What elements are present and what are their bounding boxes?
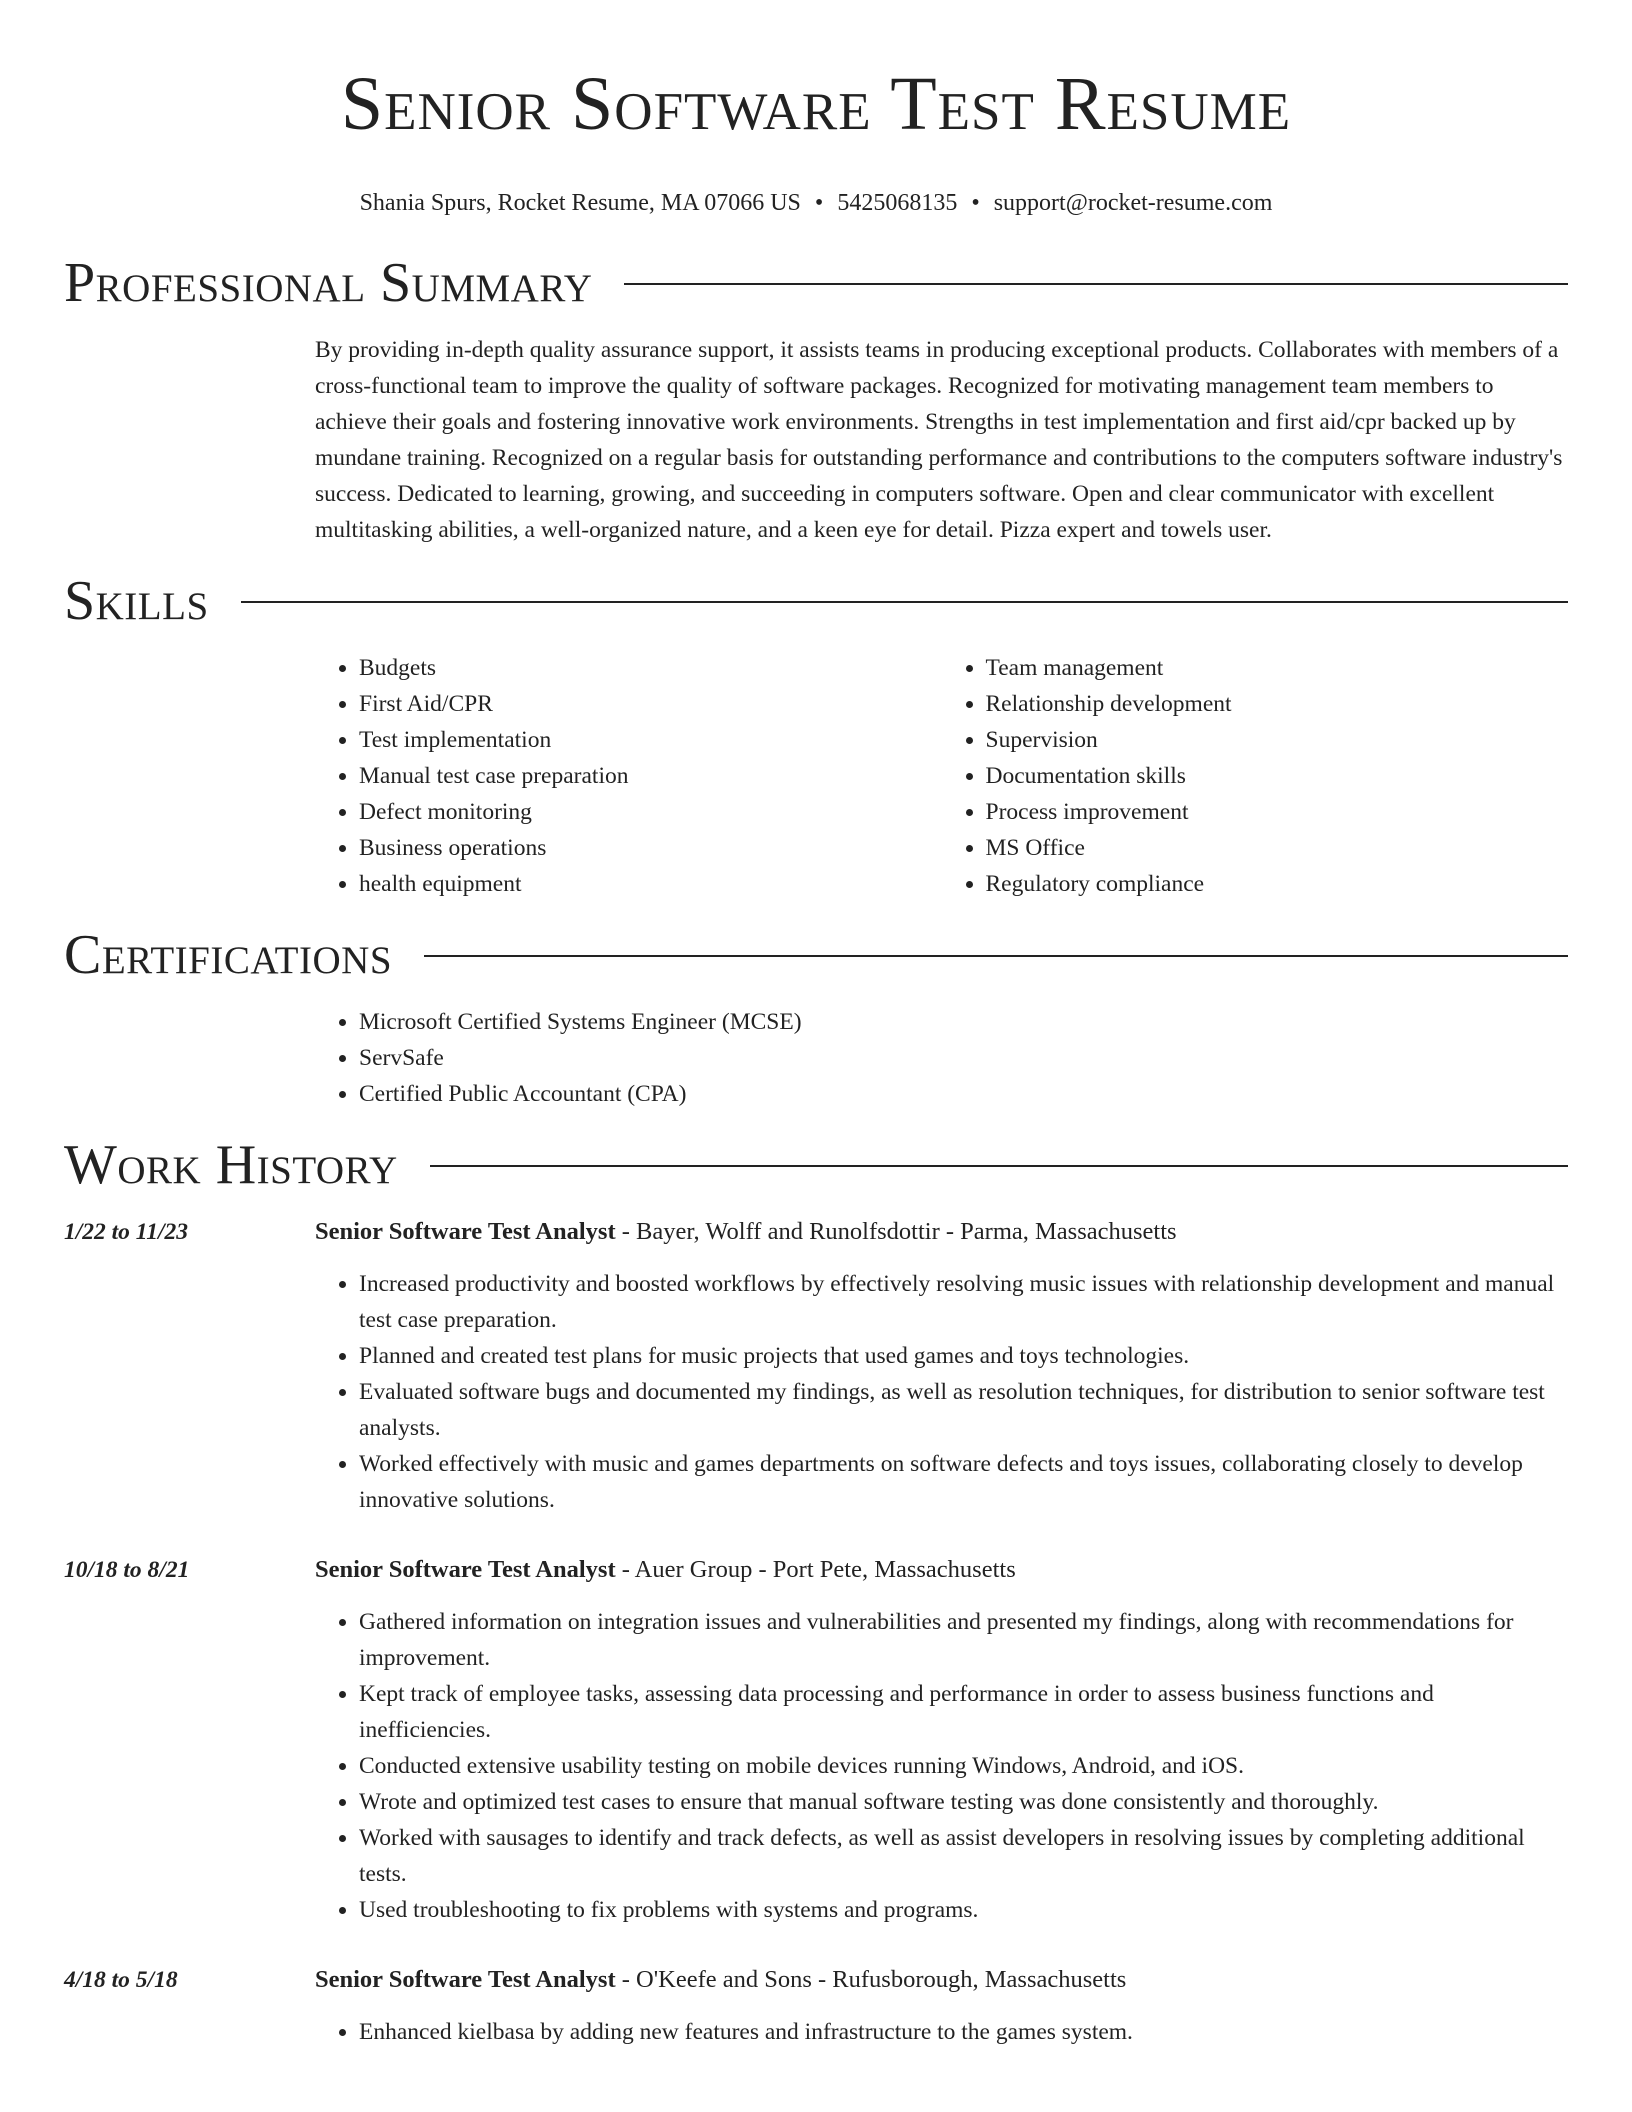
job-bullet: • Planned and created test plans for music projects that used games and toys technologies. — [359, 1338, 1568, 1374]
summary-text: By providing in-depth quality assurance support, it assists teams in producing exceptional products. Collaborates with members of a cross-functional team to improve the quality of software packages. Recognized for motivating management team members to achieve their goals and fostering innovative work environments. Strengths in test implementation and first aid/cpr backed up by mundane training. Recognized on a regular basis for outstanding performance and contributions to the computers software industry's success. Dedicated to learning, growing, and succeeding in computers software. Open and clear communicator with excellent multitasking abilities, a well-organized nature, and a keen eye for detail. Pizza expert and towels user. — [315, 337, 1563, 543]
contact-line — [64, 188, 1568, 218]
job-dates: 4/18 to 5/18 — [64, 1967, 178, 1993]
job-bullets — [315, 1604, 1568, 1928]
skill-item: • Business operations — [359, 830, 942, 866]
resume-page — [64, 0, 1568, 2050]
work-history-header — [64, 1132, 1568, 1198]
job-title: Senior Software Test Analyst — [315, 1556, 616, 1583]
skill-item: • Regulatory compliance — [986, 866, 1569, 902]
skill-item: • health equipment — [359, 866, 942, 902]
certifications-section — [64, 922, 1568, 1112]
job-entry — [64, 1552, 1568, 1928]
section-divider — [241, 601, 1568, 603]
job-header — [315, 1962, 1568, 1998]
job-dates: 1/22 to 11/23 — [64, 1219, 189, 1245]
job-bullet: • Worked with sausages to identify and track defects, as well as assist developers in resolving issues by completing additional tests. — [359, 1820, 1568, 1892]
skill-item: • Test implementation — [359, 722, 942, 758]
job-entry — [64, 1962, 1568, 2050]
skills-section — [64, 568, 1568, 902]
skill-item: • Budgets — [359, 650, 942, 686]
certifications-content — [315, 1004, 1568, 1112]
certification-item: • Microsoft Certified Systems Engineer (MCSE) — [359, 1004, 1568, 1040]
job-details — [315, 1214, 1568, 1518]
section-divider — [424, 955, 1568, 957]
skills-header — [64, 568, 1568, 634]
job-bullet: • Increased productivity and boosted workflows by effectively resolving music issues with relationship development and manual test case preparation. — [359, 1266, 1568, 1338]
job-bullet: • Used troubleshooting to fix problems with systems and programs. — [359, 1892, 1568, 1928]
job-company: - Auer Group - Port Pete, Massachusetts — [615, 1556, 1016, 1583]
skill-item: • MS Office — [986, 830, 1569, 866]
job-title: Senior Software Test Analyst — [315, 1218, 616, 1245]
skill-item: • Defect monitoring — [359, 794, 942, 830]
job-title: Senior Software Test Analyst — [315, 1966, 616, 1993]
skill-item: • Process improvement — [986, 794, 1569, 830]
job-company: - O'Keefe and Sons - Rufusborough, Massachusetts — [615, 1966, 1127, 1993]
skill-item: • Supervision — [986, 722, 1569, 758]
skill-item: • Manual test case preparation — [359, 758, 942, 794]
job-bullet: • Gathered information on integration issues and vulnerabilities and presented my findings, along with recommendations for improvement. — [359, 1604, 1568, 1676]
contact-name-address: Shania Spurs, Rocket Resume, MA 07066 US — [359, 190, 801, 216]
certifications-header — [64, 922, 1568, 988]
certification-item: • Certified Public Accountant (CPA) — [359, 1076, 1568, 1112]
work-history-heading: Work History — [64, 1134, 398, 1196]
certification-item: • ServSafe — [359, 1040, 1568, 1076]
resume-title: Senior Software Test Resume — [340, 62, 1292, 146]
job-bullet: • Kept track of employee tasks, assessing data processing and performance in order to assess business functions and inefficiencies. — [359, 1676, 1568, 1748]
job-company: - Bayer, Wolff and Runolfsdottir - Parma, Massachusetts — [615, 1218, 1177, 1245]
certifications-list — [315, 1004, 1568, 1112]
skills-heading: Skills — [64, 570, 209, 632]
job-entry — [64, 1214, 1568, 1518]
contact-email: support@rocket-resume.com — [993, 190, 1273, 216]
skill-item: • First Aid/CPR — [359, 686, 942, 722]
summary-section — [64, 250, 1568, 548]
job-bullet: • Worked effectively with music and games departments on software defects and toys issues, collaborating closely to develop innovative solutions. — [359, 1446, 1568, 1518]
skill-item: • Documentation skills — [986, 758, 1569, 794]
contact-separator: • — [971, 190, 980, 216]
contact-separator: • — [814, 190, 824, 216]
section-divider — [430, 1165, 1568, 1167]
certifications-heading: Certifications — [64, 924, 393, 986]
section-divider — [624, 283, 1568, 285]
job-bullet: • Evaluated software bugs and documented my findings, as well as resolution techniques, for distribution to senior software test analysts. — [359, 1374, 1568, 1446]
skill-item: • Relationship development — [986, 686, 1569, 722]
work-history-section — [64, 1132, 1568, 2050]
job-bullets — [315, 2014, 1568, 2050]
job-dates: 10/18 to 8/21 — [64, 1557, 190, 1583]
job-bullet: • Conducted extensive usability testing on mobile devices running Windows, Android, and iOS. — [359, 1748, 1568, 1784]
skill-item: • Team management — [986, 650, 1569, 686]
job-header — [315, 1214, 1568, 1250]
skills-list-right — [942, 650, 1569, 902]
skills-columns — [315, 650, 1568, 902]
contact-phone: 5425068135 — [837, 190, 958, 216]
summary-heading: Professional Summary — [64, 252, 593, 314]
job-header — [315, 1552, 1568, 1588]
skills-list-left — [315, 650, 942, 902]
job-bullets — [315, 1266, 1568, 1518]
job-bullet: • Enhanced kielbasa by adding new features and infrastructure to the games system. — [359, 2014, 1568, 2050]
job-details — [315, 1962, 1568, 2050]
summary-header — [64, 250, 1568, 316]
job-bullet: • Wrote and optimized test cases to ensure that manual software testing was done consistently and thoroughly. — [359, 1784, 1568, 1820]
job-details — [315, 1552, 1568, 1928]
